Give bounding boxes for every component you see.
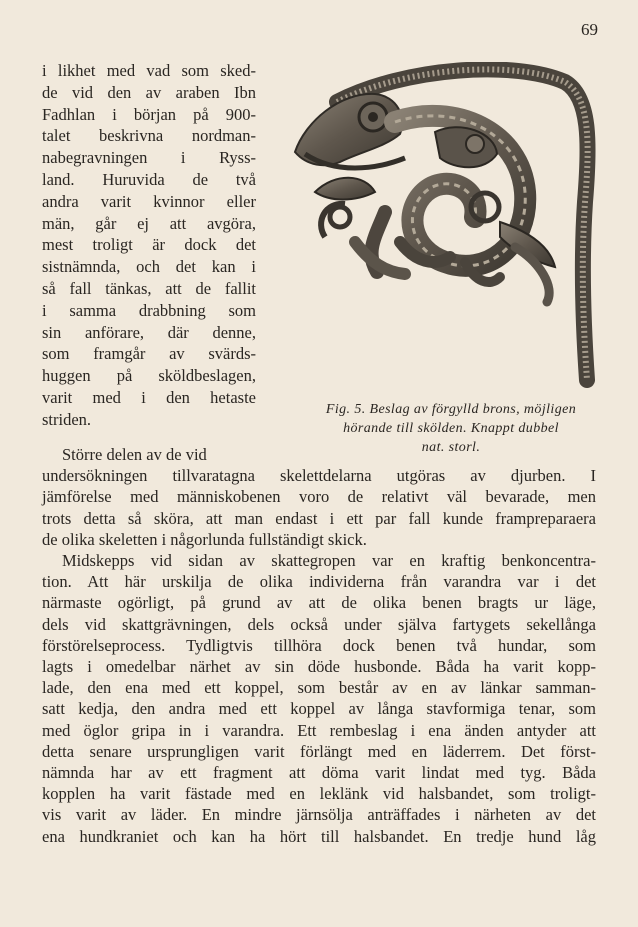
- left-column-text: [42, 60, 256, 431]
- text-line: i samma drabbning som: [42, 300, 256, 320]
- text-line: sistnämnda, och det kan i: [42, 257, 256, 277]
- text-line: varit med i den hetaste: [42, 387, 256, 407]
- text-line: förstörelseprocess. Tydligtvis tillhöra dock benen två hundar, som: [42, 635, 596, 655]
- text-line: nabegravningen i Ryss-: [42, 148, 256, 168]
- text-line: satt kedja, den andra med ett koppel av långa stavformiga tenar, som: [42, 699, 596, 719]
- text-line: närmaste ogörligt, på grund av att de olika benen bragts ur läge,: [42, 593, 596, 613]
- text-line: som framgår av svärds-: [42, 344, 256, 364]
- text-line: mest troligt är dock det: [42, 235, 256, 255]
- text-line: nämnda har av ett fragment att döma varit lindat med tyg. Båda: [42, 763, 596, 783]
- caption-line: Fig. 5. Beslag av förgylld brons, möjligen: [325, 402, 577, 417]
- text-line: striden.: [42, 409, 92, 429]
- text-line: tion. Att här urskilja de olika individerna från varandra var i det: [42, 572, 596, 592]
- text-line: i likhet med vad som sked-: [42, 61, 256, 80]
- text-line: de olika skeletten i någorlunda fullständigt skick.: [42, 529, 367, 549]
- text-line: Fadhlan i början på 900-: [42, 104, 256, 124]
- text-line: vis varit av läder. En mindre järnsölja anträffades i närheten av det: [42, 805, 596, 825]
- text-line: med öglor gripa in i varandra. Ett rembeslag i ena änden antyder att: [42, 720, 596, 740]
- bronze-mount-image: [285, 62, 605, 392]
- text-line: talet beskrivna nordman-: [42, 126, 256, 146]
- body-text: [42, 444, 596, 847]
- text-line: andra varit kvinnor eller: [42, 191, 256, 211]
- text-line: lade, den ena med ett koppel, som består av en av länkar samman-: [42, 678, 596, 698]
- page-number: 69: [581, 20, 598, 39]
- text-line: Större delen av de vid: [62, 445, 207, 464]
- text-line: ena hundkraniet och kan ha hört till halsbandet. En tredje hund låg: [42, 826, 596, 846]
- text-line: trots detta så sköra, att man endast i ett par fall kunde frampreparaera: [42, 508, 596, 528]
- text-line: detta senare ursprungligen varit förlängt med en läderrem. Det först-: [42, 741, 596, 761]
- bronze-mount-figure: [285, 62, 605, 392]
- text-line: dels vid skattgrävningen, dels också under själva fartygets sekellånga: [42, 614, 596, 634]
- text-line: så fall tänkas, att de fallit: [42, 278, 256, 298]
- text-line: män, går ej att avgöra,: [42, 213, 256, 233]
- text-line: de vid den av araben Ibn: [42, 82, 256, 102]
- text-line: jämförelse med människobenen voro de relativt väl bevarade, men: [42, 487, 596, 507]
- caption-line: hörande till skölden. Knappt dubbel: [343, 421, 559, 436]
- text-line: kopplen ha varit fästade med en leklänk vid halsbandet, som troligt-: [42, 784, 596, 804]
- text-line: huggen på sköldbeslagen,: [42, 366, 256, 386]
- text-line: Midskepps vid sidan av skattegropen var en kraftig benkoncentra-: [62, 551, 596, 571]
- text-line: sin anförare, där denne,: [42, 322, 256, 342]
- text-line: lagts i omedelbar närhet av sin döde husbonde. Båda ha varit kopp-: [42, 657, 596, 677]
- text-line: undersökningen tillvaratagna skelettdelarna utgöras av djurben. I: [42, 466, 596, 486]
- text-line: land. Huruvida de två: [42, 169, 256, 189]
- caption-line: nat. storl.: [421, 440, 481, 455]
